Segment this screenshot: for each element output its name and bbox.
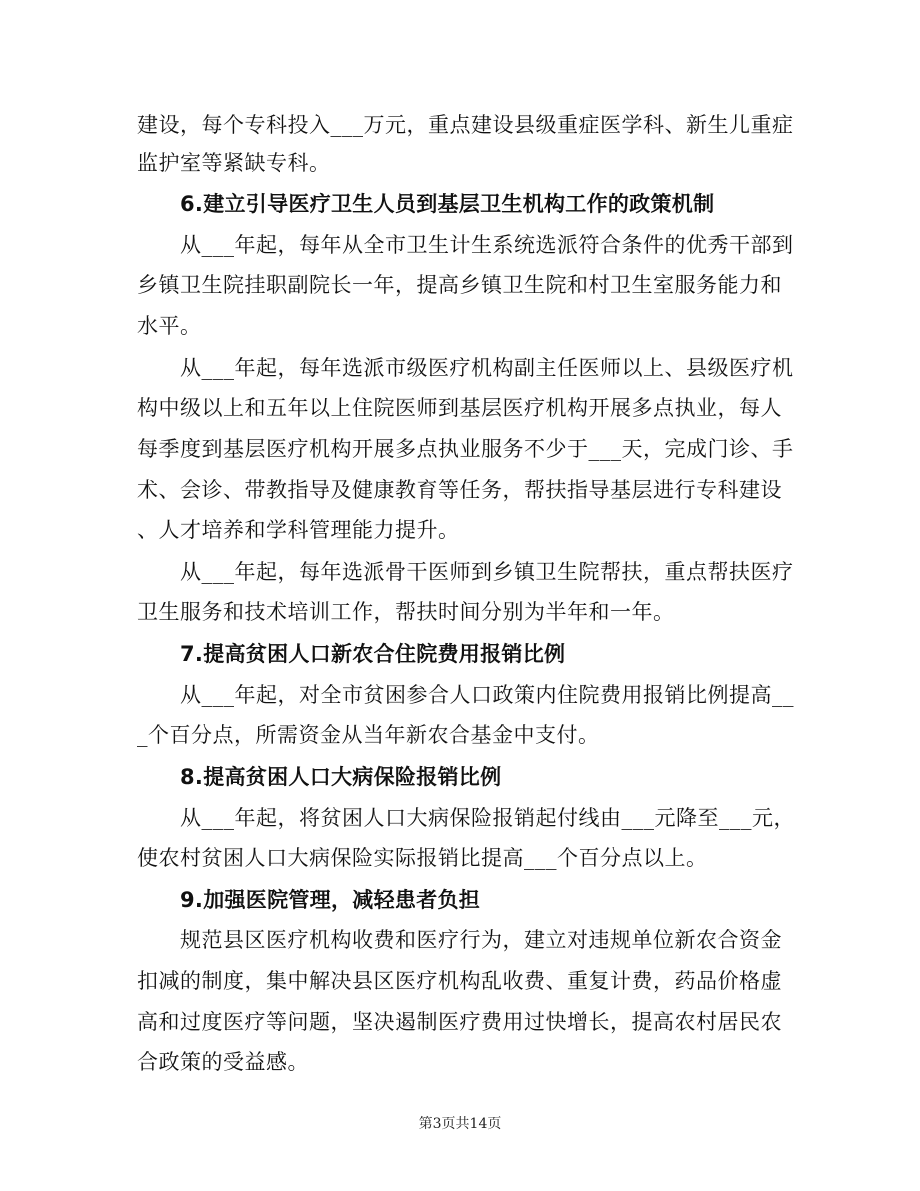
page-number-footer: 第3页共14页	[418, 1116, 502, 1132]
body-text-line: 规范县区医疗机构收费和医疗行为，建立对违规单位新农合资金	[180, 928, 782, 952]
body-text-line: 使农村贫困人口大病保险实际报销比提高___个百分点以上。	[137, 846, 708, 870]
section-heading-6: 6.建立引导医疗卫生人员到基层卫生机构工作的政策机制	[180, 192, 715, 216]
body-text-line: 水平。	[137, 314, 202, 338]
section-heading-7: 7.提高贫困人口新农合住院费用报销比例	[180, 642, 566, 666]
body-text-line: 、人才培养和学科管理能力提升。	[137, 518, 460, 542]
body-text-line: 扣减的制度，集中解决县区医疗机构乱收费、重复计费，药品价格虚	[137, 969, 782, 993]
body-text-line: 卫生服务和技术培训工作，帮扶时间分别为半年和一年。	[137, 600, 675, 624]
body-text-line: 监护室等紧缺专科。	[137, 151, 331, 175]
body-text-line: 合政策的受益感。	[137, 1050, 309, 1074]
body-text-line: _个百分点，所需资金从当年新农合基金中支付。	[137, 723, 600, 747]
body-text-line: 高和过度医疗等问题，坚决遏制医疗费用过快增长，提高农村居民农	[137, 1010, 782, 1034]
body-text-line: 建设，每个专科投入___万元，重点建设县级重症医学科、新生儿重症	[137, 113, 794, 137]
body-text-line: 每季度到基层医疗机构开展多点执业服务不少于___天，完成门诊、手	[137, 437, 794, 461]
body-text-line: 术、会诊、带教指导及健康教育等任务，帮扶指导基层进行专科建设	[137, 478, 782, 502]
body-text-line: 从___年起，每年选派骨干医师到乡镇卫生院帮扶，重点帮扶医疗	[180, 560, 794, 584]
body-text-line: 从___年起，每年选派市级医疗机构副主任医师以上、县级医疗机	[180, 356, 794, 380]
body-text-line: 从___年起，将贫困人口大病保险报销起付线由___元降至___元，	[180, 806, 795, 830]
body-text-line: 从___年起，每年从全市卫生计生系统选派符合条件的优秀干部到	[180, 233, 794, 257]
section-heading-8: 8.提高贫困人口大病保险报销比例	[180, 765, 502, 789]
body-text-line: 从___年起，对全市贫困参合人口政策内住院费用报销比例提高__	[180, 683, 794, 707]
body-text-line: 构中级以上和五年以上住院医师到基层医疗机构开展多点执业，每人	[137, 396, 782, 420]
body-text-line: 乡镇卫生院挂职副院长一年，提高乡镇卫生院和村卫生室服务能力和	[137, 273, 782, 297]
section-heading-9: 9.加强医院管理，减轻患者负担	[180, 888, 481, 912]
